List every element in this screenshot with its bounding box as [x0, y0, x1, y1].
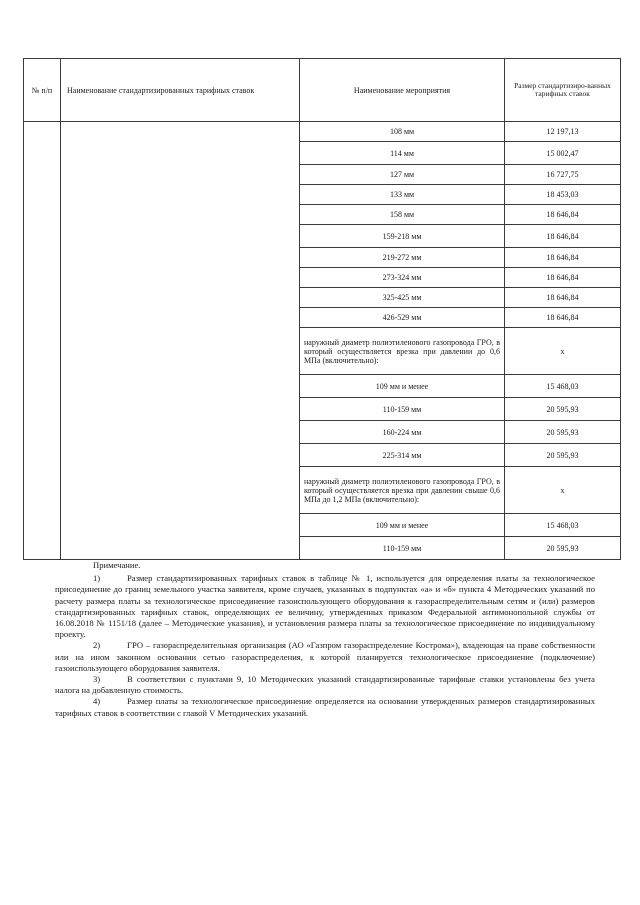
note-number: 2): [93, 640, 101, 651]
value-cell: 20 595,93: [505, 398, 621, 421]
event-cell: 110-159 мм: [300, 537, 505, 560]
note-number: 1): [93, 573, 101, 584]
value-cell: х: [505, 328, 621, 375]
note-text: Размер платы за технологическое присоединение определяется на основании утвержденных размеров стандартизированных тарифных ставок в соответствии с главой V Методических указаний.: [55, 696, 595, 718]
note-item: [55, 674, 595, 696]
tariff-table: [23, 58, 621, 560]
note-number: 3): [93, 674, 101, 685]
event-cell: 426-529 мм: [300, 308, 505, 328]
note-item: [55, 696, 595, 718]
value-cell: 18 646,84: [505, 268, 621, 288]
event-cell: 133 мм: [300, 185, 505, 205]
value-cell: 18 646,84: [505, 288, 621, 308]
event-cell: 225-314 мм: [300, 444, 505, 467]
event-cell: 109 мм и менее: [300, 514, 505, 537]
event-cell: 325-425 мм: [300, 288, 505, 308]
event-cell: 158 мм: [300, 205, 505, 225]
name-cell: [61, 122, 300, 560]
event-cell: 110-159 мм: [300, 398, 505, 421]
value-cell: 18 646,84: [505, 248, 621, 268]
value-cell: 18 646,84: [505, 225, 621, 248]
header-size: Размер стандартизиро-ванных тарифных ставок: [505, 59, 621, 122]
event-cell: 127 мм: [300, 165, 505, 185]
event-cell: 273-324 мм: [300, 268, 505, 288]
value-cell: 18 453,03: [505, 185, 621, 205]
note-item: [55, 573, 595, 640]
value-cell: 18 646,84: [505, 205, 621, 225]
header-event: Наименование мероприятия: [300, 59, 505, 122]
value-cell: х: [505, 467, 621, 514]
value-cell: 15 002,47: [505, 142, 621, 165]
value-cell: 12 197,13: [505, 122, 621, 142]
value-cell: 20 595,93: [505, 444, 621, 467]
value-cell: 20 595,93: [505, 537, 621, 560]
table-header-row: [24, 59, 621, 122]
note-text: В соответствии с пунктами 9, 10 Методических указаний стандартизированные тарифные ставки установлены без учета налога на добавленную стоимость.: [55, 674, 595, 696]
value-cell: 15 468,03: [505, 514, 621, 537]
value-cell: 20 595,93: [505, 421, 621, 444]
section-text: наружный диаметр полиэтиленового газопровода ГРО, в который осуществляется врезка при давлении свыше 0,6 МПа до 1,2 МПа (включительно):: [300, 467, 505, 514]
note-text: Размер стандартизированных тарифных ставок в таблице № 1, используется для определения платы за технологическое присоединение до границ земельного участка заявителя, кроме случаев, указанных в подпунктах «а» и «б» пункта 4 Методических указаний по расчету размера платы за технологическое присоединение газоиспользующего оборудования к газораспределительным сетям и (или) размеров стандартизированных тарифных ставок, определяющих ее величину, утвержденных приказом Федеральной антимонопольной службы от 16.08.2018 № 1151/18 (далее – Методические указания), и установления размера платы за технологическое присоединение по индивидуальному проекту.: [55, 573, 595, 640]
num-cell: [24, 122, 61, 560]
header-num: № п/п: [24, 59, 61, 122]
event-cell: 160-224 мм: [300, 421, 505, 444]
table-body: [24, 122, 621, 560]
event-cell: 159-218 мм: [300, 225, 505, 248]
event-cell: 108 мм: [300, 122, 505, 142]
header-name: Наименование стандартизированных тарифных ставок: [61, 59, 300, 122]
notes-section: [55, 560, 595, 719]
note-text: ГРО – газораспределительная организация (АО «Газпром газораспределение Кострома»), владеющая на праве собственности или на ином законном основании сетью газораспределения, к которой планируется технологическое присоединение (подключение) газоиспользующего оборудования заявителя.: [55, 640, 595, 673]
value-cell: 16 727,75: [505, 165, 621, 185]
section-text: наружный диаметр полиэтиленового газопровода ГРО, в который осуществляется врезка при давлении до 0,6 МПа (включительно):: [300, 328, 505, 375]
notes-title: Примечание.: [93, 560, 141, 570]
value-cell: 18 646,84: [505, 308, 621, 328]
event-cell: 219-272 мм: [300, 248, 505, 268]
event-cell: 114 мм: [300, 142, 505, 165]
note-number: 4): [93, 696, 101, 707]
value-cell: 15 468,03: [505, 375, 621, 398]
note-item: [55, 640, 595, 674]
table-row: [24, 122, 621, 142]
event-cell: 109 мм и менее: [300, 375, 505, 398]
